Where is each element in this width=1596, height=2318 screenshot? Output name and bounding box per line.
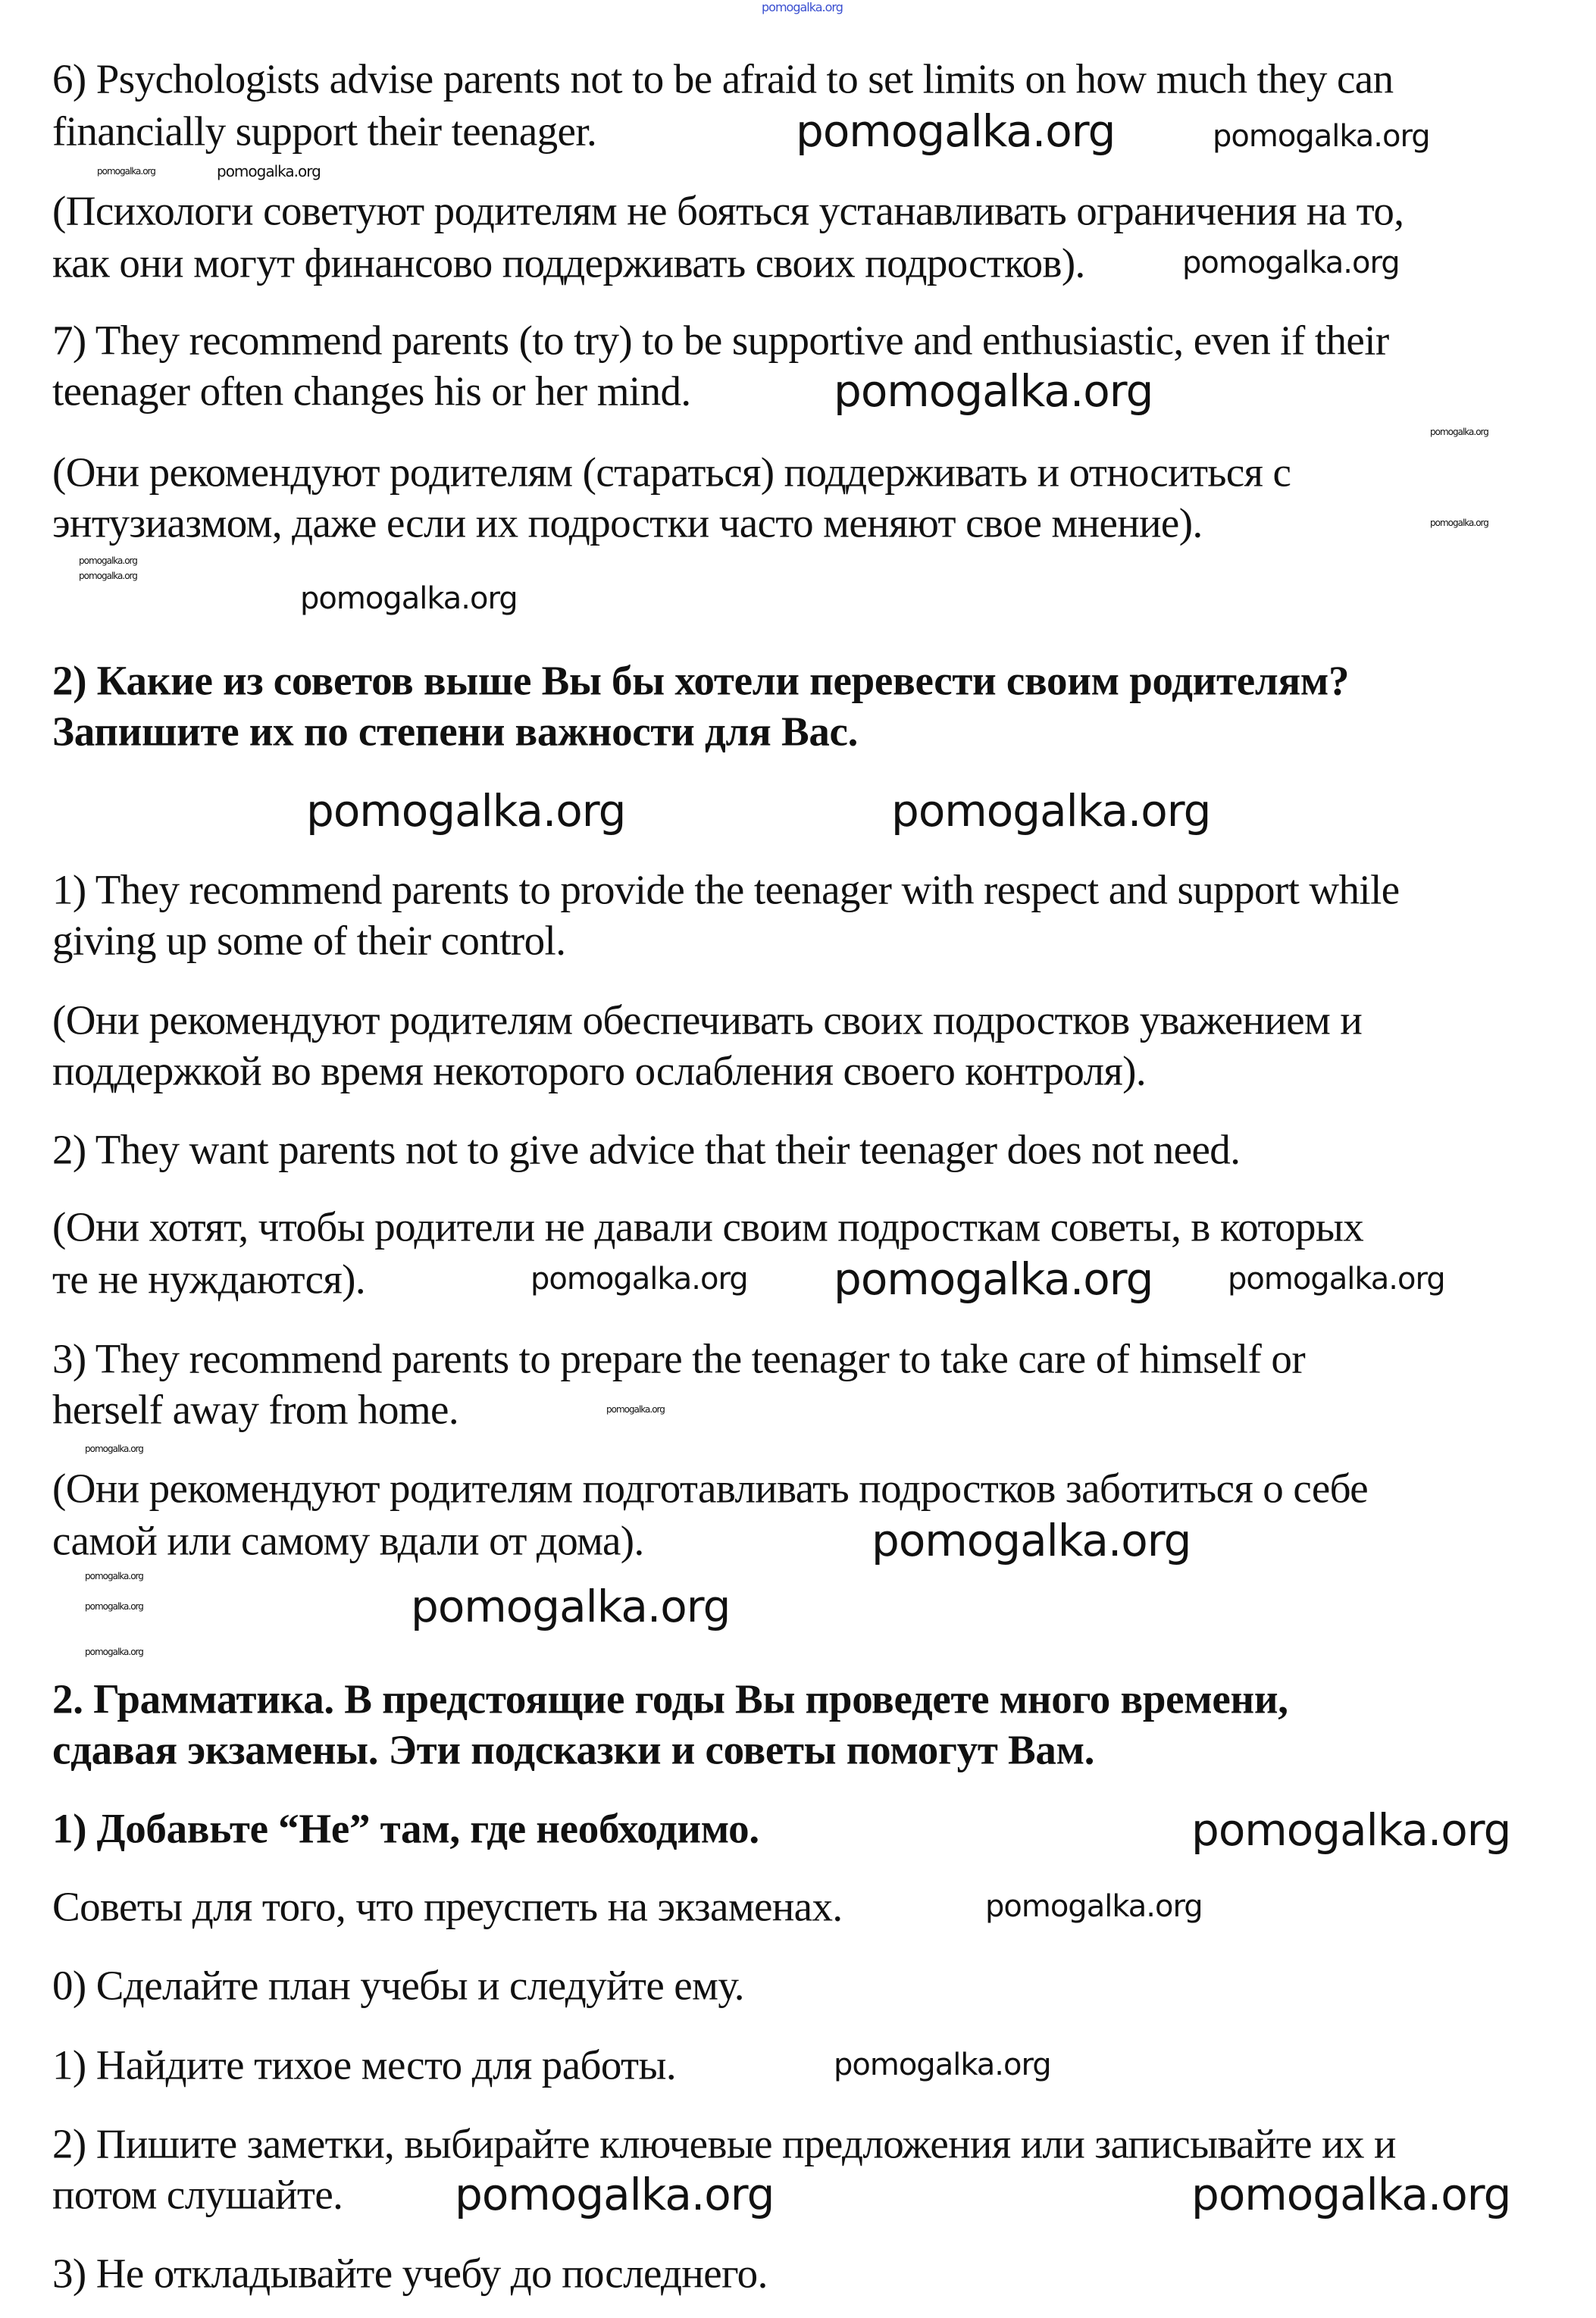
text-line: 3) Не откладывайте учебу до последнего. xyxy=(52,2250,768,2297)
text-line: потом слушайте. xyxy=(52,2171,343,2218)
watermark: pomogalka.org xyxy=(85,1444,143,1454)
text-line: 3) They recommend parents to prepare the teenager to take care of himself or xyxy=(52,1335,1306,1382)
text-line: 7) They recommend parents (to try) to be supportive and enthusiastic, even if their xyxy=(52,317,1389,364)
text-line: (Они хотят, чтобы родители не давали своим подросткам советы, в которых xyxy=(52,1203,1364,1250)
watermark: pomogalka.org xyxy=(1182,246,1400,280)
text-line: (Они рекомендуют родителям обеспечивать своих подростков уважением и xyxy=(52,996,1363,1043)
heading-line: Запишите их по степени важности для Вас. xyxy=(52,708,859,755)
watermark: pomogalka.org xyxy=(891,785,1211,837)
watermark: pomogalka.org xyxy=(1213,119,1430,154)
watermark: pomogalka.org xyxy=(85,1601,143,1612)
watermark: pomogalka.org xyxy=(872,1515,1191,1566)
watermark: pomogalka.org xyxy=(217,162,321,180)
text-line: 1) They recommend parents to provide the teenager with respect and support while xyxy=(52,866,1400,913)
watermark: pomogalka.org xyxy=(306,785,626,837)
watermark: pomogalka.org xyxy=(1191,1804,1511,1856)
watermark: pomogalka.org xyxy=(834,2047,1051,2082)
text-line: 0) Сделайте план учебы и следуйте ему. xyxy=(52,1962,744,2009)
text-line: 6) Psychologists advise parents not to be afraid to set limits on how much they can xyxy=(52,55,1394,102)
watermark: pomogalka.org xyxy=(796,105,1116,157)
text-line: как они могут финансово поддерживать своих подростков). xyxy=(52,239,1085,286)
watermark: pomogalka.org xyxy=(985,1889,1203,1924)
text-line: (Они рекомендуют родителям подготавливать подростков заботиться о себе xyxy=(52,1465,1369,1512)
text-line: (Психологи советуют родителям не бояться устанавливать ограничения на то, xyxy=(52,187,1404,234)
text-line: 2) They want parents not to give advice that their teenager does not need. xyxy=(52,1126,1241,1173)
watermark: pomogalka.org xyxy=(834,365,1153,417)
watermark: pomogalka.org xyxy=(85,1571,143,1581)
text-line: поддержкой во время некоторого ослабления своего контроля). xyxy=(52,1047,1147,1094)
text-line: Советы для того, что преуспеть на экзаменах. xyxy=(52,1883,843,1930)
watermark: pomogalka.org xyxy=(606,1404,665,1415)
watermark: pomogalka.org xyxy=(300,581,518,616)
heading-line: 2. Грамматика. В предстоящие годы Вы проведете много времени, xyxy=(52,1675,1288,1722)
watermark: pomogalka.org xyxy=(1228,1262,1445,1297)
watermark: pomogalka.org xyxy=(79,555,137,566)
watermark: pomogalka.org xyxy=(455,2169,775,2220)
watermark: pomogalka.org xyxy=(1191,2169,1511,2220)
text-line: те не нуждаются). xyxy=(52,1256,366,1303)
text-line: giving up some of their control. xyxy=(52,917,566,964)
watermark: pomogalka.org xyxy=(411,1581,731,1632)
watermark: pomogalka.org xyxy=(762,0,843,14)
text-line: 2) Пишите заметки, выбирайте ключевые предложения или записывайте их и xyxy=(52,2120,1396,2167)
watermark: pomogalka.org xyxy=(85,1647,143,1657)
watermark: pomogalka.org xyxy=(1430,427,1488,437)
watermark: pomogalka.org xyxy=(834,1253,1153,1305)
watermark: pomogalka.org xyxy=(97,166,155,177)
heading-line: 2) Какие из советов выше Вы бы хотели перевести своим родителям? xyxy=(52,657,1350,704)
text-line: herself away from home. xyxy=(52,1386,458,1433)
heading-line: сдавая экзамены. Эти подсказки и советы помогут Вам. xyxy=(52,1726,1095,1773)
text-line: financially support their teenager. xyxy=(52,108,597,155)
text-line: teenager often changes his or her mind. xyxy=(52,368,691,414)
watermark: pomogalka.org xyxy=(1430,518,1488,528)
text-line: 1) Найдите тихое место для работы. xyxy=(52,2041,676,2088)
text-line: (Они рекомендуют родителям (стараться) поддерживать и относиться с xyxy=(52,449,1291,496)
text-line: энтузиазмом, даже если их подростки часто меняют свое мнение). xyxy=(52,499,1203,546)
watermark: pomogalka.org xyxy=(530,1262,748,1297)
heading-line: 1) Добавьте “Не” там, где необходимо. xyxy=(52,1805,759,1852)
watermark: pomogalka.org xyxy=(79,571,137,581)
text-line: самой или самому вдали от дома). xyxy=(52,1517,644,1564)
